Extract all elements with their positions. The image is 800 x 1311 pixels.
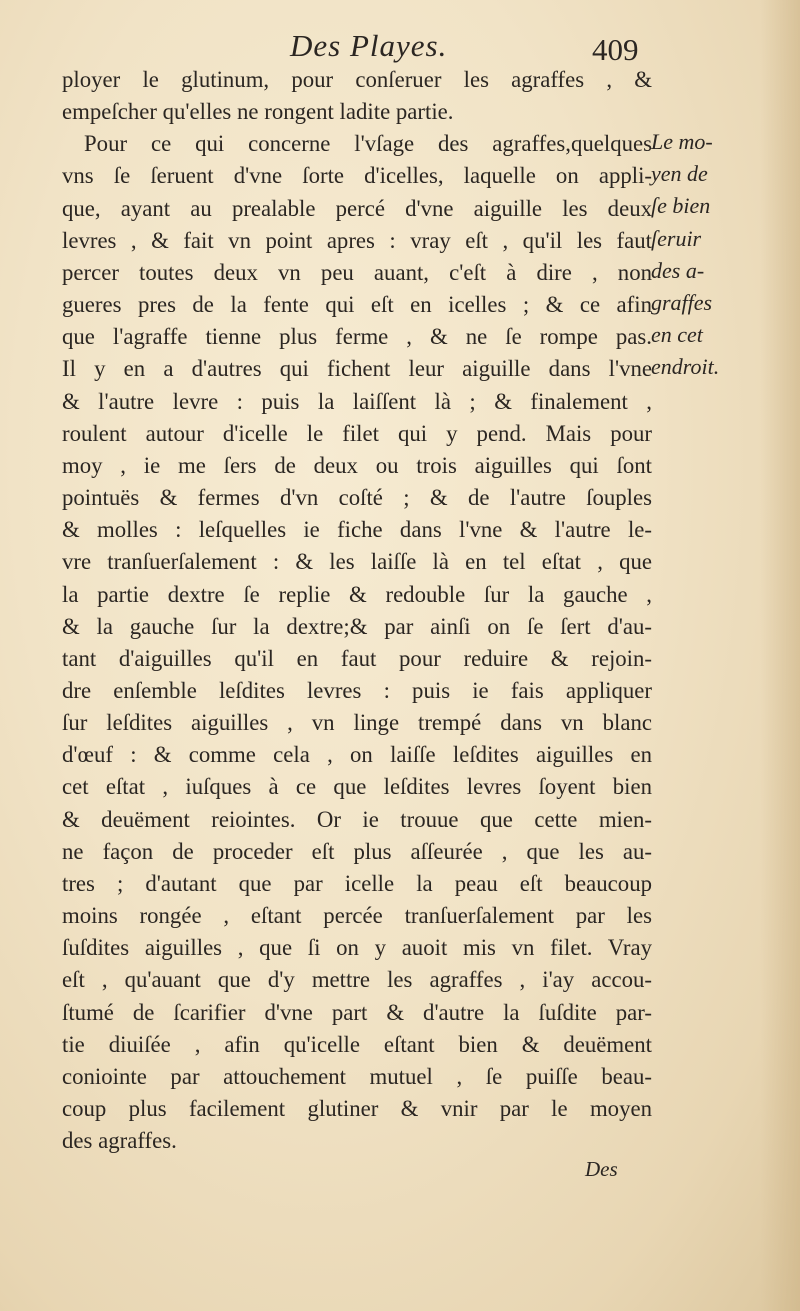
text-line: dre enſemble leſdites levres : puis ie fais appliquer — [62, 677, 652, 703]
text-line: ne façon de proceder eſt plus aſſeurée , que les au- — [62, 838, 652, 864]
text-line: que, ayant au prealable percé d'vne aiguille les deux — [62, 195, 652, 221]
margin-note-line: ſe bien — [651, 193, 711, 219]
text-line: moy , ie me ſers de deux ou trois aiguilles qui ſont — [62, 452, 652, 478]
text-line: percer toutes deux vn peu auant, c'eſt à dire , non — [62, 259, 652, 285]
text-line: levres , & fait vn point apres : vray eſt , qu'il les faut — [62, 227, 652, 253]
text-line: tie diuiſée , afin qu'icelle eſtant bien & deuëment — [62, 1031, 652, 1057]
text-line: & la gauche ſur la dextre;& par ainſi on ſe ſert d'au- — [62, 613, 652, 639]
text-line: & molles : leſquelles ie fiche dans l'vne & l'autre le- — [62, 517, 652, 543]
margin-note-line: en cet — [651, 322, 703, 348]
text-line: cet eſtat , iuſques à ce que leſdites levres ſoyent bien — [62, 774, 652, 800]
margin-note-line: endroit. — [651, 354, 720, 380]
text-line: moins rongée , eſtant percée tranſuerſalement par les — [62, 903, 652, 929]
text-line: ſuſdites aiguilles , que ſi on y auoit mis vn filet. Vray — [62, 935, 652, 961]
main-text-block — [62, 64, 652, 1157]
text-line: tant d'aiguilles qu'il en faut pour reduire & rejoin- — [62, 645, 652, 671]
text-line: ſtumé de ſcarifier d'vne part & d'autre la ſuſdite par- — [62, 999, 652, 1025]
text-line: que l'agraffe tienne plus ferme , & ne ſe rompe pas. — [62, 324, 652, 350]
margin-note-line: yen de — [651, 161, 708, 187]
text-line: tres ; d'autant que par icelle la peau eſt beaucoup — [62, 870, 652, 896]
text-line: d'œuf : & comme cela , on laiſſe leſdites aiguilles en — [62, 742, 652, 768]
text-line: ſur leſdites aiguilles , vn linge trempé dans vn blanc — [62, 710, 652, 736]
text-line: vre tranſuerſalement : & les laiſſe là en tel eſtat , que — [62, 549, 652, 575]
margin-note-line: graffes — [651, 290, 713, 316]
text-line: gueres pres de la fente qui eſt en icelles ; & ce afin — [62, 292, 652, 318]
margin-note-line: ſeruir — [651, 225, 702, 251]
text-line: coniointe par attouchement mutuel , ſe puiſſe beau- — [62, 1063, 652, 1089]
catchword: Des — [585, 1157, 618, 1181]
text-line: roulent autour d'icelle le filet qui y pend. Mais pour — [62, 420, 652, 446]
text-line: eſt , qu'auant que d'y mettre les agraffes , i'ay accou- — [62, 967, 652, 993]
text-line: coup plus facilement glutiner & vnir par le moyen — [62, 1096, 652, 1121]
margin-note-line: des a- — [651, 257, 705, 283]
text-line: Il y en a d'autres qui fichent leur aiguille dans l'vne — [62, 356, 652, 382]
margin-note-line: Le mo- — [651, 129, 713, 154]
page-number: 409 — [592, 32, 639, 67]
text-line: pointuës & fermes d'vn coſté ; & de l'autre ſouples — [62, 485, 652, 511]
running-head: Des Playes. — [290, 28, 448, 63]
text-line: empeſcher qu'elles ne rongent ladite partie. — [62, 99, 454, 125]
text-line: & l'autre levre : puis la laiſſent là ; & finalement , — [62, 388, 652, 414]
paragraph-start-line: Pour ce qui concerne l'vſage des agraffes,quelques — [84, 131, 652, 157]
text-line: vns ſe ſeruent d'vne ſorte d'icelles, laquelle on appli- — [62, 163, 652, 189]
marginal-note — [651, 126, 771, 384]
text-line: la partie dextre ſe replie & redouble ſur la gauche , — [62, 581, 652, 607]
text-line: & deuëment reiointes. Or ie trouue que cette mien- — [62, 806, 652, 832]
text-line: des agraffes. — [62, 1128, 177, 1154]
text-line: ployer le glutinum, pour conſeruer les agraffes , & — [62, 67, 652, 92]
